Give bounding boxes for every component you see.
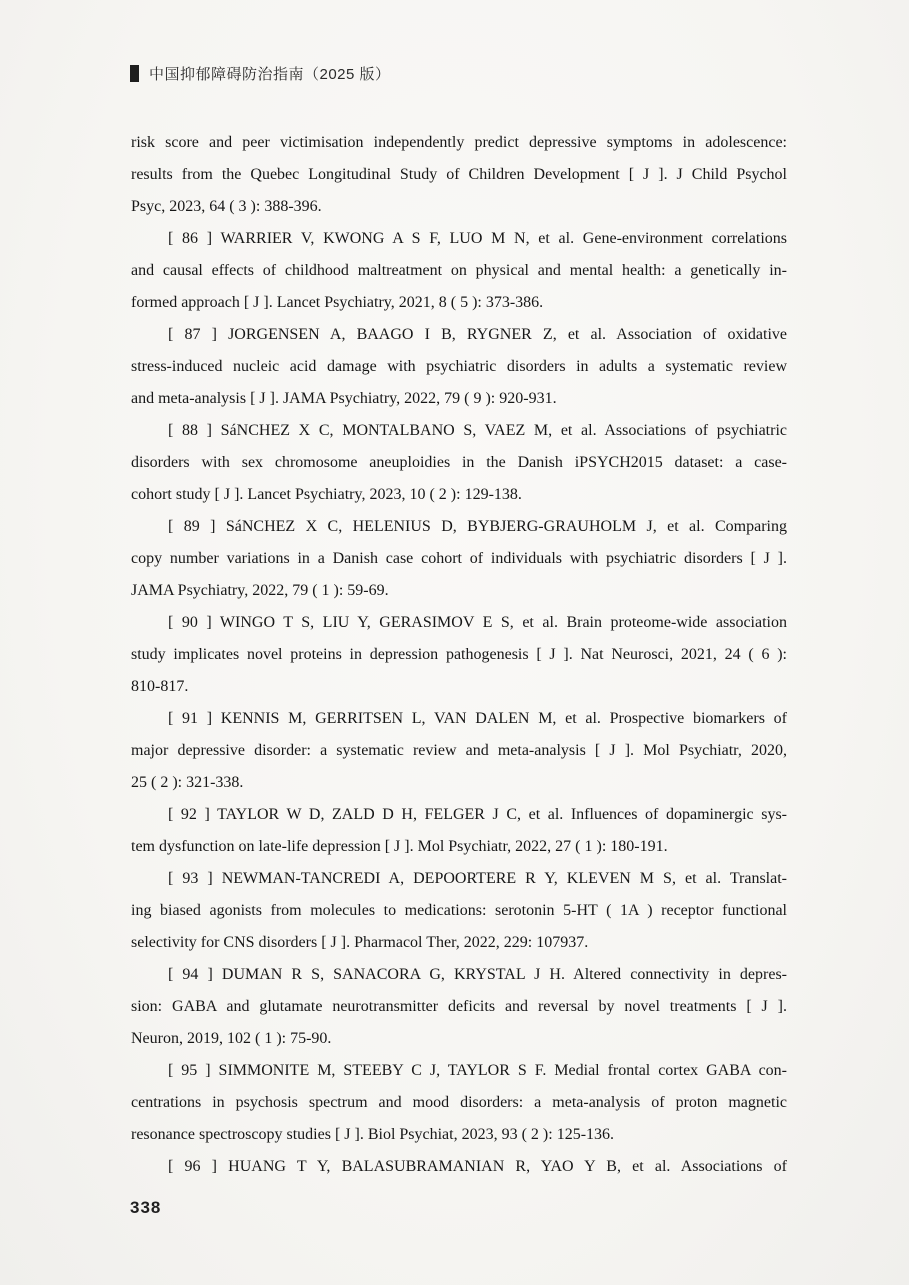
ref-line: JAMA Psychiatry, 2022, 79 ( 1 ): 59-69. xyxy=(131,582,389,599)
reference-85-continuation xyxy=(131,127,787,223)
ref-line: [ 92 ] TAYLOR W D, ZALD D H, FELGER J C, et al. Influences of dopaminergic sys- xyxy=(168,806,787,823)
ref-line: [ 91 ] KENNIS M, GERRITSEN L, VAN DALEN M, et al. Prospective biomarkers of xyxy=(168,710,787,727)
ref-line: risk score and peer victimisation independently predict depressive symptoms in adolescence: xyxy=(131,134,787,151)
ref-line: [ 87 ] JORGENSEN A, BAAGO I B, RYGNER Z, et al. Association of oxidative xyxy=(168,326,787,343)
ref-line: and meta-analysis [ J ]. JAMA Psychiatry, 2022, 79 ( 9 ): 920-931. xyxy=(131,390,557,407)
ref-line: major depressive disorder: a systematic review and meta-analysis [ J ]. Mol Psychiatr, 2020, xyxy=(131,742,787,759)
reference-87 xyxy=(131,319,787,415)
ref-line: ing biased agonists from molecules to medications: serotonin 5-HT ( 1A ) receptor functional xyxy=(131,902,787,919)
ref-line: cohort study [ J ]. Lancet Psychiatry, 2023, 10 ( 2 ): 129-138. xyxy=(131,486,522,503)
ref-line: [ 94 ] DUMAN R S, SANACORA G, KRYSTAL J H. Altered connectivity in depres- xyxy=(168,966,787,983)
ref-line: Psyc, 2023, 64 ( 3 ): 388-396. xyxy=(131,198,322,215)
reference-95 xyxy=(131,1055,787,1151)
running-header xyxy=(130,63,391,84)
ref-line: copy number variations in a Danish case cohort of individuals with psychiatric disorders [ J ]. xyxy=(131,550,787,567)
reference-92 xyxy=(131,799,787,863)
ref-line: 25 ( 2 ): 321-338. xyxy=(131,774,244,791)
reference-90 xyxy=(131,607,787,703)
page-number: 338 xyxy=(130,1198,162,1217)
ref-line: [ 86 ] WARRIER V, KWONG A S F, LUO M N, et al. Gene-environment correlations xyxy=(168,230,787,247)
ref-line: tem dysfunction on late-life depression [ J ]. Mol Psychiatr, 2022, 27 ( 1 ): 180-191. xyxy=(131,838,668,855)
ref-line: [ 96 ] HUANG T Y, BALASUBRAMANIAN R, YAO Y B, et al. Associations of xyxy=(168,1158,787,1175)
ref-line: centrations in psychosis spectrum and mood disorders: a meta-analysis of proton magnetic xyxy=(131,1094,787,1111)
ref-line: selectivity for CNS disorders [ J ]. Pharmacol Ther, 2022, 229: 107937. xyxy=(131,934,589,951)
references-list xyxy=(131,127,787,1183)
ref-line: disorders with sex chromosome aneuploidies in the Danish iPSYCH2015 dataset: a case- xyxy=(131,454,787,471)
ref-line: 810-817. xyxy=(131,678,189,695)
reference-96 xyxy=(131,1151,787,1183)
ref-line: stress-induced nucleic acid damage with psychiatric disorders in adults a systematic review xyxy=(131,358,787,375)
reference-91 xyxy=(131,703,787,799)
ref-line: [ 95 ] SIMMONITE M, STEEBY C J, TAYLOR S F. Medial frontal cortex GABA con- xyxy=(168,1062,787,1079)
ref-line: [ 88 ] SáNCHEZ X C, MONTALBANO S, VAEZ M, et al. Associations of psychiatric xyxy=(168,422,787,439)
ref-line: sion: GABA and glutamate neurotransmitter deficits and reversal by novel treatments [ J ]. xyxy=(131,998,787,1015)
ref-line: and causal effects of childhood maltreatment on physical and mental health: a genetically in- xyxy=(131,262,787,279)
running-header-title: 中国抑郁障碍防治指南（2025 版） xyxy=(149,66,391,83)
ref-line: resonance spectroscopy studies [ J ]. Biol Psychiat, 2023, 93 ( 2 ): 125-136. xyxy=(131,1126,615,1143)
reference-94 xyxy=(131,959,787,1055)
ref-line: [ 90 ] WINGO T S, LIU Y, GERASIMOV E S, et al. Brain proteome-wide association xyxy=(168,614,787,631)
ref-line: study implicates novel proteins in depression pathogenesis [ J ]. Nat Neurosci, 2021, 24 ( 6 ): xyxy=(131,646,787,663)
reference-89 xyxy=(131,511,787,607)
reference-93 xyxy=(131,863,787,959)
reference-86 xyxy=(131,223,787,319)
ref-line: formed approach [ J ]. Lancet Psychiatry, 2021, 8 ( 5 ): 373-386. xyxy=(131,294,544,311)
reference-88 xyxy=(131,415,787,511)
ref-line: [ 93 ] NEWMAN-TANCREDI A, DEPOORTERE R Y, KLEVEN M S, et al. Translat- xyxy=(168,870,787,887)
ref-line: results from the Quebec Longitudinal Study of Children Development [ J ]. J Child Psychol xyxy=(131,166,787,183)
ref-line: Neuron, 2019, 102 ( 1 ): 75-90. xyxy=(131,1030,332,1047)
section-bar-icon xyxy=(130,65,139,82)
ref-line: [ 89 ] SáNCHEZ X C, HELENIUS D, BYBJERG-GRAUHOLM J, et al. Comparing xyxy=(168,518,787,535)
